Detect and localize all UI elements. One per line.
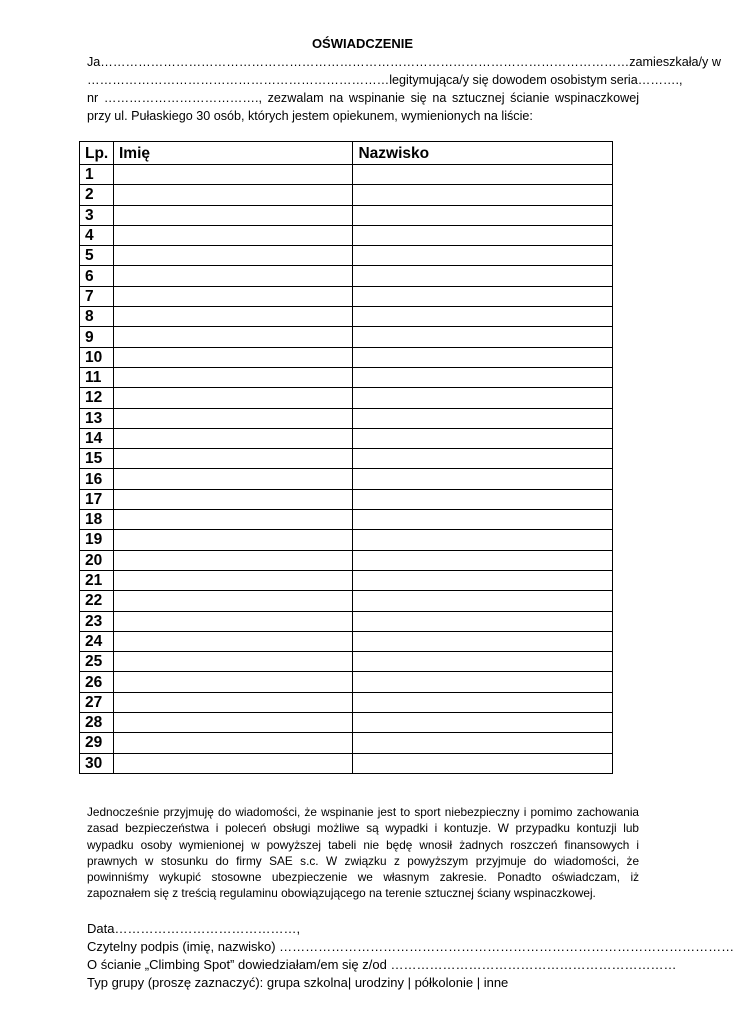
table-row bbox=[80, 225, 613, 245]
last-name-cell[interactable] bbox=[353, 469, 613, 489]
last-name-cell[interactable] bbox=[353, 591, 613, 611]
first-name-cell[interactable] bbox=[113, 449, 352, 469]
first-name-cell[interactable] bbox=[113, 428, 352, 448]
intro-line-2: ………………………………………………………………legitymująca/y się dowodem osobistym seria………., bbox=[87, 73, 683, 87]
table-row bbox=[80, 570, 613, 590]
table-row bbox=[80, 388, 613, 408]
last-name-cell[interactable] bbox=[353, 713, 613, 733]
table-row bbox=[80, 469, 613, 489]
table-row bbox=[80, 327, 613, 347]
document-title: OŚWIADCZENIE bbox=[311, 36, 414, 51]
intro-line-1: Ja………………………………………………………………………………………………………………zamieszkała/y w bbox=[87, 55, 721, 69]
first-name-cell[interactable] bbox=[113, 753, 352, 773]
table-row bbox=[80, 692, 613, 712]
row-number: 25 bbox=[80, 652, 114, 672]
row-number: 21 bbox=[80, 570, 114, 590]
first-name-cell[interactable] bbox=[113, 266, 352, 286]
row-number: 27 bbox=[80, 692, 114, 712]
first-name-cell[interactable] bbox=[113, 225, 352, 245]
row-number: 22 bbox=[80, 591, 114, 611]
table-header-row bbox=[80, 142, 613, 165]
row-number: 28 bbox=[80, 713, 114, 733]
last-name-cell[interactable] bbox=[353, 672, 613, 692]
last-name-cell[interactable] bbox=[353, 449, 613, 469]
table-row bbox=[80, 611, 613, 631]
row-number: 4 bbox=[80, 225, 114, 245]
table-row bbox=[80, 246, 613, 266]
first-name-cell[interactable] bbox=[113, 327, 352, 347]
last-name-cell[interactable] bbox=[353, 205, 613, 225]
last-name-cell[interactable] bbox=[353, 307, 613, 327]
first-name-cell[interactable] bbox=[113, 469, 352, 489]
row-number: 3 bbox=[80, 205, 114, 225]
row-number: 20 bbox=[80, 550, 114, 570]
last-name-cell[interactable] bbox=[353, 286, 613, 306]
row-number: 26 bbox=[80, 672, 114, 692]
intro-line-3: nr ………………………………., zezwalam na wspinanie się na sztucznej ścianie wspinaczkowej bbox=[87, 91, 639, 105]
row-number: 29 bbox=[80, 733, 114, 753]
table-row bbox=[80, 449, 613, 469]
participants-table bbox=[79, 141, 613, 774]
first-name-cell[interactable] bbox=[113, 246, 352, 266]
last-name-cell[interactable] bbox=[353, 428, 613, 448]
first-name-cell[interactable] bbox=[113, 510, 352, 530]
date-line: Data……………………………………, bbox=[87, 921, 301, 936]
row-number: 30 bbox=[80, 753, 114, 773]
last-name-cell[interactable] bbox=[353, 733, 613, 753]
table-row bbox=[80, 672, 613, 692]
table-row bbox=[80, 266, 613, 286]
table-row bbox=[80, 510, 613, 530]
first-name-cell[interactable] bbox=[113, 367, 352, 387]
table-row bbox=[80, 428, 613, 448]
table-row bbox=[80, 733, 613, 753]
last-name-cell[interactable] bbox=[353, 185, 613, 205]
source-line: O ścianie „Climbing Spot” dowiedziałam/em się z/od ………………………………………………………… bbox=[87, 957, 677, 972]
last-name-cell[interactable] bbox=[353, 631, 613, 651]
table-row bbox=[80, 185, 613, 205]
table-row bbox=[80, 652, 613, 672]
header-last-name: Nazwisko bbox=[353, 142, 613, 165]
table-row bbox=[80, 753, 613, 773]
table-row bbox=[80, 408, 613, 428]
first-name-cell[interactable] bbox=[113, 185, 352, 205]
last-name-cell[interactable] bbox=[353, 165, 613, 185]
row-number: 2 bbox=[80, 185, 114, 205]
row-number: 16 bbox=[80, 469, 114, 489]
row-number: 5 bbox=[80, 246, 114, 266]
row-number: 15 bbox=[80, 449, 114, 469]
row-number: 9 bbox=[80, 327, 114, 347]
first-name-cell[interactable] bbox=[113, 733, 352, 753]
group-type-line: Typ grupy (proszę zaznaczyć): grupa szkolna| urodziny | półkolonie | inne bbox=[87, 975, 509, 990]
first-name-cell[interactable] bbox=[113, 205, 352, 225]
last-name-cell[interactable] bbox=[353, 388, 613, 408]
first-name-cell[interactable] bbox=[113, 408, 352, 428]
first-name-cell[interactable] bbox=[113, 307, 352, 327]
last-name-cell[interactable] bbox=[353, 510, 613, 530]
last-name-cell[interactable] bbox=[353, 550, 613, 570]
last-name-cell[interactable] bbox=[353, 266, 613, 286]
row-number: 1 bbox=[80, 165, 114, 185]
last-name-cell[interactable] bbox=[353, 225, 613, 245]
first-name-cell[interactable] bbox=[113, 631, 352, 651]
first-name-cell[interactable] bbox=[113, 286, 352, 306]
first-name-cell[interactable] bbox=[113, 489, 352, 509]
last-name-cell[interactable] bbox=[353, 692, 613, 712]
row-number: 6 bbox=[80, 266, 114, 286]
last-name-cell[interactable] bbox=[353, 347, 613, 367]
table-row bbox=[80, 631, 613, 651]
table-row bbox=[80, 713, 613, 733]
first-name-cell[interactable] bbox=[113, 652, 352, 672]
last-name-cell[interactable] bbox=[353, 753, 613, 773]
table-row bbox=[80, 367, 613, 387]
row-number: 24 bbox=[80, 631, 114, 651]
table-row bbox=[80, 591, 613, 611]
row-number: 11 bbox=[80, 367, 114, 387]
row-number: 7 bbox=[80, 286, 114, 306]
last-name-cell[interactable] bbox=[353, 246, 613, 266]
first-name-cell[interactable] bbox=[113, 591, 352, 611]
first-name-cell[interactable] bbox=[113, 713, 352, 733]
table-row bbox=[80, 550, 613, 570]
first-name-cell[interactable] bbox=[113, 550, 352, 570]
last-name-cell[interactable] bbox=[353, 327, 613, 347]
table-row bbox=[80, 347, 613, 367]
table-row bbox=[80, 286, 613, 306]
row-number: 14 bbox=[80, 428, 114, 448]
signature-line: Czytelny podpis (imię, nazwisko) …………………………………………………………………………………………… bbox=[87, 939, 734, 954]
first-name-cell[interactable] bbox=[113, 347, 352, 367]
header-first-name: Imię bbox=[113, 142, 352, 165]
table-row bbox=[80, 530, 613, 550]
last-name-cell[interactable] bbox=[353, 367, 613, 387]
row-number: 10 bbox=[80, 347, 114, 367]
last-name-cell[interactable] bbox=[353, 489, 613, 509]
first-name-cell[interactable] bbox=[113, 388, 352, 408]
table-row bbox=[80, 489, 613, 509]
row-number: 18 bbox=[80, 510, 114, 530]
header-lp: Lp. bbox=[80, 142, 114, 165]
first-name-cell[interactable] bbox=[113, 672, 352, 692]
row-number: 17 bbox=[80, 489, 114, 509]
last-name-cell[interactable] bbox=[353, 652, 613, 672]
last-name-cell[interactable] bbox=[353, 408, 613, 428]
first-name-cell[interactable] bbox=[113, 570, 352, 590]
last-name-cell[interactable] bbox=[353, 570, 613, 590]
first-name-cell[interactable] bbox=[113, 165, 352, 185]
declaration-paragraph: Jednocześnie przyjmuję do wiadomości, że wspinanie jest to sport niebezpieczny i pomimo zachowania zasad bezpieczeństwa i poleceń obsługi możliwe są wypadki i kontuzje. W przypadku kontuzji lub wypadku osoby wymienionej w powyższej tabeli nie będę wnosił żadnych roszczeń finansowych i prawnych w stosunku do firmy SAE s.c. W związku z powyższym przyjmuje do wiadomości, że powinniśmy wykupić stosowne ubezpieczenie we własnym zakresie. Ponadto oświadczam, iż zapoznałem się z treścią regulaminu obowiązującego na terenie sztucznej ściany wspinaczkowej. bbox=[87, 805, 639, 901]
row-number: 12 bbox=[80, 388, 114, 408]
first-name-cell[interactable] bbox=[113, 611, 352, 631]
row-number: 19 bbox=[80, 530, 114, 550]
table-row bbox=[80, 307, 613, 327]
last-name-cell[interactable] bbox=[353, 611, 613, 631]
row-number: 13 bbox=[80, 408, 114, 428]
first-name-cell[interactable] bbox=[113, 692, 352, 712]
last-name-cell[interactable] bbox=[353, 530, 613, 550]
intro-line-4: przy ul. Pułaskiego 30 osób, których jestem opiekunem, wymienionych na liście: bbox=[87, 109, 533, 123]
table-row bbox=[80, 205, 613, 225]
row-number: 8 bbox=[80, 307, 114, 327]
table-row bbox=[80, 165, 613, 185]
row-number: 23 bbox=[80, 611, 114, 631]
first-name-cell[interactable] bbox=[113, 530, 352, 550]
